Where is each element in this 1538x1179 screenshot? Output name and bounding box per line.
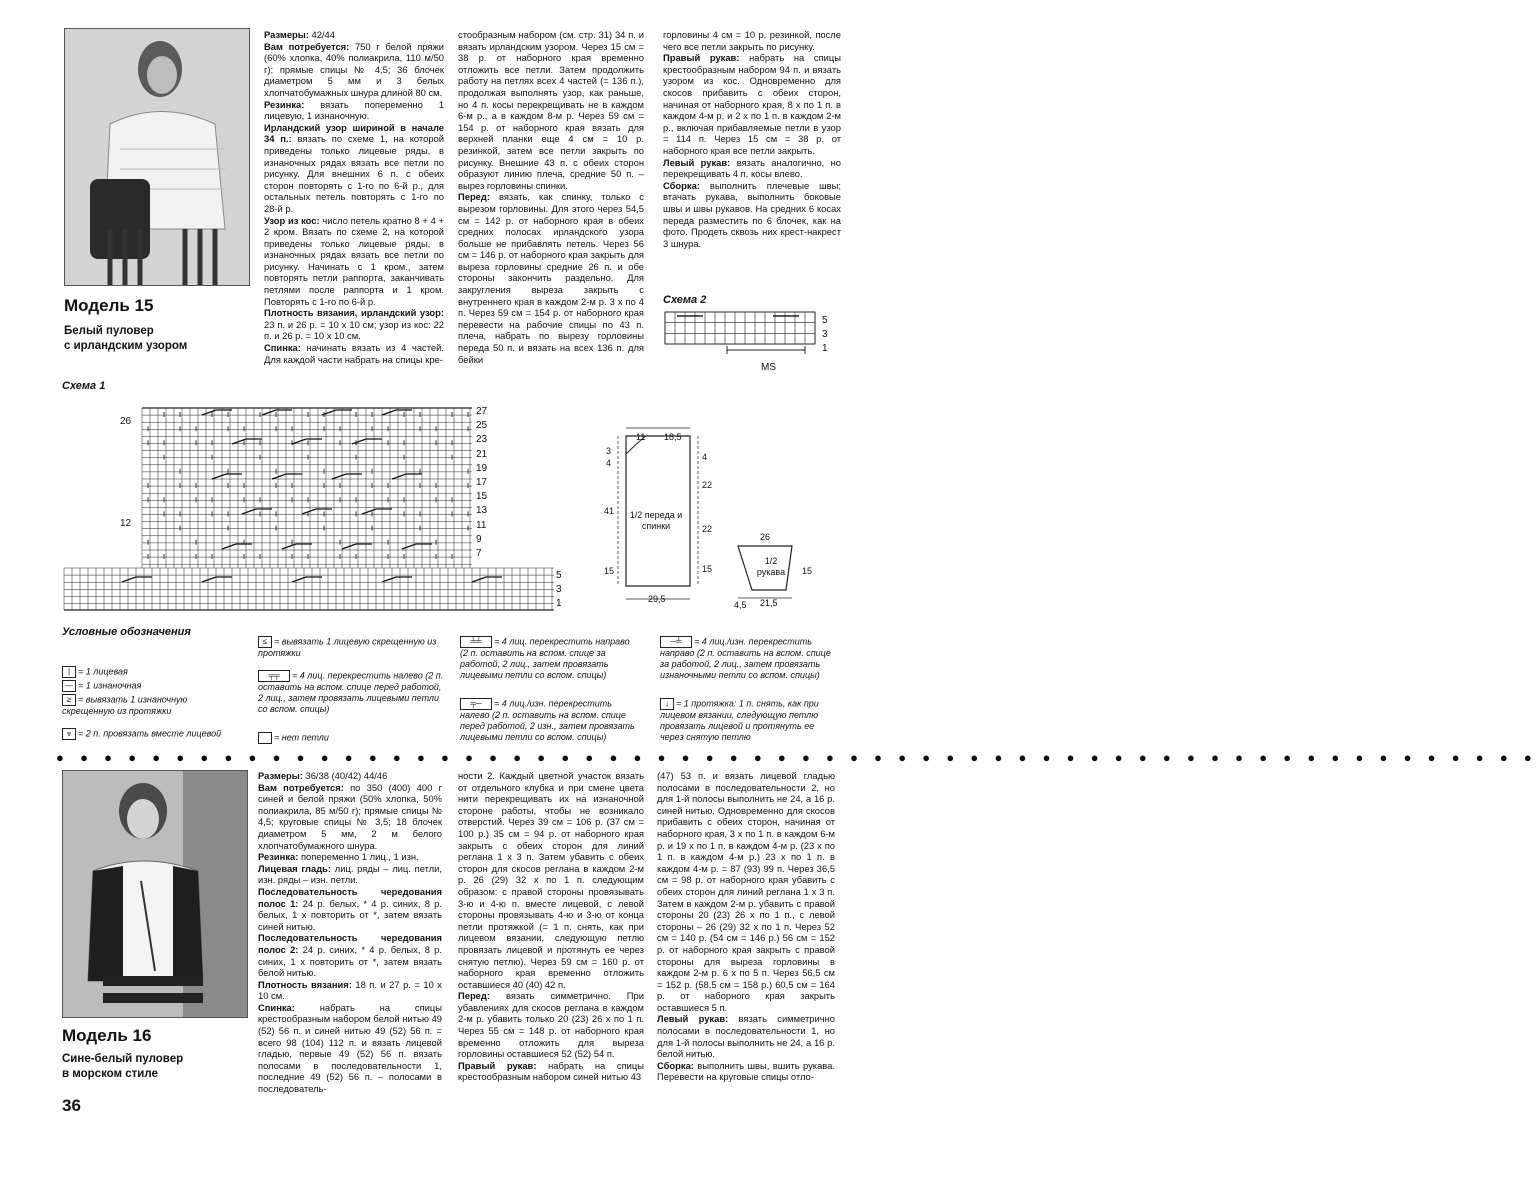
- paragraph-label: Узор из кос:: [264, 214, 320, 226]
- pattern-dim-15: 15: [604, 566, 615, 576]
- paragraph: [258, 770, 442, 782]
- legend-item: [258, 636, 448, 659]
- schema2-chart: [663, 310, 843, 370]
- model15-column-3: [663, 29, 841, 249]
- model15-subtitle: [64, 324, 187, 354]
- paragraph-text: набрать на спицы крестообразным набором синей нитью 43: [458, 1059, 644, 1083]
- paragraph-text: набрать на спицы крестообразным набором белой нитью 49 (52) 56 п. и синей нитью 49 (52) 56 п. = всего 98 (104) 112 п. и вязать лицевой гладью, первые 49 (52) 56 п. вязать полосами в последовательности 1, последние 49 (52) 56 п. – полосами в последователь-: [258, 1001, 442, 1095]
- paragraph-text: 36/38 (40/42) 44/46: [302, 770, 388, 781]
- paragraph: [458, 770, 644, 990]
- schema1-row-label: 23: [476, 434, 488, 446]
- schema1-left-row-12: 12: [120, 518, 132, 529]
- paragraph-label: Последовательность чередования полос 2:: [258, 932, 442, 955]
- paragraph-text: выполнить швы, вшить рукава. Перевести на круговые спицы отло-: [657, 1059, 835, 1083]
- schema2-title: Схема 2: [663, 294, 707, 306]
- paragraph-text: 24 р. белых, * 4 р. синих, 8 р. белых, 1 х повторить от *, затем вязать синей нитью.: [258, 897, 442, 932]
- model15-subtitle-line1: Белый пуловер: [64, 325, 154, 337]
- paragraph-text: выполнить плечевые швы; втачать рукава, выполнить боковые швы и швы рукавов. На средних 6 косах переда разместить по 6 блочек, как на фото. Продеть сквозь них крест-накрест 3 шнура.: [663, 179, 841, 249]
- paragraph: [258, 1002, 442, 1095]
- paragraph: [663, 157, 841, 180]
- model15-photo: [64, 28, 250, 286]
- paragraph-text: вязать по схеме 1, на которой приведены только лицевые ряды, в изнаночных рядах вязать все петли по рисунку. Для внешних 6 п. с обеих сторон повторять с 1-го по 6-й р., для остальных петель повторять с 1-го по 28-й р.: [264, 133, 444, 214]
- paragraph: [264, 99, 444, 122]
- pattern-dim-41: 41: [604, 506, 615, 516]
- paragraph-text: вязать симметрично полосами в последовательности 1, но для 1-й полосы выполнить не 24, а 16 р. белой нитью.: [657, 1013, 835, 1060]
- legend-text: = 4 лиц. перекрестить направо (2 п. оставить на вспом. спице за работой, 2 лиц., затем провязать лицевыми петли со вспом. спицы): [460, 636, 630, 680]
- legend-symbol-icon: [258, 732, 272, 744]
- schema2-row-3: 3: [822, 329, 828, 340]
- model16-subtitle-line1: Сине-белый пуловер: [62, 1053, 184, 1065]
- paragraph-label: Правый рукав:: [458, 1059, 537, 1071]
- legend-text: = 4 лиц. перекрестить налево (2 п. оставить на вспом. спице перед работой, 2 лиц., затем провязать лицевыми петли со вспом. спицы): [258, 670, 444, 714]
- legend-symbol-icon: ╤─: [460, 698, 492, 710]
- legend-item: [258, 732, 448, 744]
- pattern-dim-left-b: 4: [606, 458, 612, 468]
- schema1-row-label: 25: [476, 420, 488, 432]
- paragraph-label: Сборка:: [657, 1059, 694, 1071]
- pattern-dim-top-b: 18,5: [664, 432, 682, 442]
- paragraph-text: вязать аналогично, но перекрещивать 4 п. косы влево.: [663, 156, 841, 180]
- paragraph-text: горловины 4 см = 10 р. резинкой, после чего все петли закрыть по рисунку.: [663, 29, 841, 52]
- legend-symbol-icon: |: [62, 666, 76, 678]
- schema1-row-label: 17: [476, 477, 488, 488]
- paragraph-label: Плотность вязания, ирландский узор:: [264, 307, 444, 319]
- schema1-row-label: 7: [476, 548, 482, 559]
- sleeve-dim-bottom: 21,5: [760, 598, 778, 608]
- legend-title: Условные обозначения: [62, 626, 191, 638]
- schema1-row-label: 3: [556, 584, 562, 596]
- legend-symbol-icon: —: [62, 680, 76, 692]
- paragraph-text: число петель кратно 8 + 4 + 2 кром. Вязать по схеме 2, на которой приведены только лицевые ряды, в изнаночных рядах вязать все петли по рисунку. Начинать с 1 кром., затем повторять петли раппорта, заканчивать петлями после раппорта и 1 кром. Повторять с 1-го по 6-й р.: [264, 214, 445, 307]
- schema1-left-row-26: 26: [120, 416, 132, 427]
- sleeve-dim-offset: 4,5: [734, 600, 747, 610]
- paragraph-label: Последовательность чередования полос 1:: [258, 885, 442, 909]
- sleeve-label: 1/2 рукава: [756, 556, 786, 577]
- sleeve-dim-top: 26: [760, 532, 771, 542]
- paragraph-text: стообразным набором (см. стр. 31) 34 п. и вязать ирландским узором. Через 15 см = 38 р. от наборного края временно отложить все петли. Затем продолжить работу на петлях всех 4 частей (= 136 п.), продолжая выполнять узор, как раньше, но 4 п. косы перекрещивать не в каждом 6-м р., а в каждом 8-м р. Через 59 см = 154 р. от наборного края вязать для верхней планки еще 4 см = 10 р. резинкой, затем все петли закрыть по рисунку. Внешние 43 п. с обеих сторон образуют линию плеча, средние 50 п. – вырез горловины спинки.: [458, 29, 644, 191]
- schema1-row-label: 5: [556, 570, 562, 581]
- model16-subtitle-line2: в морском стиле: [62, 1068, 158, 1080]
- pattern-dim-top-a: 11: [636, 432, 646, 442]
- paragraph-text: лиц. ряды – лиц. петли, изн. ряды – изн. петли.: [258, 862, 442, 886]
- legend-text: = 1 изнаночная: [78, 680, 142, 691]
- legend: [62, 626, 842, 756]
- paragraph: [458, 990, 644, 1060]
- legend-text: = вывязать 1 изнаночную скрещенную из протяжки: [62, 694, 188, 716]
- schema1-row-label: 21: [476, 448, 488, 460]
- separator-dots: ● ● ● ● ● ● ● ● ● ● ● ● ● ● ● ● ● ● ● ● ● ● ● ● ● ● ● ● ● ● ● ● ● ● ● ● ● ● ● ● ● ● ● ● ● ● ● ● ● ● ● ● ● ● ● ● ● ● ● ● ● ●: [56, 750, 1538, 765]
- legend-text: = 1 лицевая: [78, 666, 128, 677]
- paragraph: [258, 863, 442, 886]
- paragraph-text: набрать на спицы крестообразным набором 94 п. и вязать узором из кос. Одновременно для скосов прибавить с обеих сторон, начиная от наборного края, 8 х по 1 п. в каждом 4-м р. и 2 х по 1 п. в каждом 2-м р., включая прибавляемые петли в узор = 114 п. Через 15 см = 38 р. от наборного края все петли закрыть.: [663, 52, 841, 156]
- legend-text: = 4 лиц./изн. перекрестить налево (2 п. оставить на вспом. спице перед работой, 2 изн., затем провязать лицевыми петли со вспом. спицы): [460, 698, 635, 742]
- paragraph-label: Спинка:: [258, 1001, 295, 1013]
- model15-title: Модель 15: [64, 296, 154, 315]
- legend-symbol-icon: ≥: [62, 694, 76, 706]
- legend-item: [62, 694, 232, 717]
- legend-item: [660, 698, 840, 743]
- schema1-row-label: 11: [476, 519, 487, 531]
- paragraph-label: Ирландский узор шириной в начале 34 п.:: [264, 121, 444, 145]
- legend-item: [258, 670, 448, 715]
- paragraph-text: ности 2. Каждый цветной участок вязать от отдельного клубка и при смене цвета нити перекрещивать их на изнаночной стороне работы, чтобы не возникало отверстий. Через 39 см = 106 р. (37 см = 100 р.) 35 см = 94 р. от наборного края закрыть с обеих сторон для линий реглана 1 х 3 п. Затем убавить с обеих сторон для скосов реглана в каждом 2-м р. 26 (29) 32 х по 1 п. следующим образом: с правой стороны провязывать 3-ю и 4-ю п. вместе лицевой, с левой стороны провязывать 4-ю и 3-ю от конца петли протяжкой (= 1 п. снять, как при лицевом вязании, следующую петлю провязать лицевой и протянуть ее через снятую петлю). Через 59 см = 160 р. от наборного края временно отложить оставшиеся 40 (40) 42 п.: [458, 770, 644, 990]
- paragraph: [264, 41, 444, 99]
- paragraph-label: Левый рукав:: [657, 1013, 729, 1025]
- model16-subtitle: [62, 1052, 183, 1082]
- pattern-dim-22b: 22: [702, 524, 713, 534]
- paragraph-text: 750 г белой пряжи (60% хлопка, 40% полиакрила, 110 м/50 г); прямые спицы № 4,5; 36 блочек диаметром 5 мм и 3 белых хлопчатобумажных шнура длиной 80 см.: [264, 40, 444, 98]
- paragraph-text: 23 п. и 26 р. = 10 х 10 см; узор из кос: 22 п. и 26 р. = 10 х 10 см.: [264, 318, 444, 342]
- paragraph: [258, 851, 442, 863]
- pattern-dim-left-a: 3: [606, 446, 612, 456]
- schema2-ms-label: MS: [758, 362, 779, 373]
- paragraph-label: Правый рукав:: [663, 52, 740, 64]
- legend-symbol-icon: ╧╧: [460, 636, 492, 648]
- paragraph: [258, 932, 442, 978]
- paragraph: [663, 180, 841, 250]
- model16-column-2: [458, 770, 644, 1083]
- model16-column-1: [258, 770, 442, 1095]
- legend-text: = 4 лиц./изн. перекрестить направо (2 п. оставить на вспом. спице за работой, 2 лиц., затем провязать изнаночными петли со вспом. спицы): [660, 636, 831, 680]
- pattern-dim-15-right: 15: [702, 564, 713, 574]
- paragraph-text: 18 п. и 27 р. = 10 х 10 см.: [258, 978, 442, 1002]
- legend-item: [460, 698, 640, 743]
- model16-column-3: [657, 770, 835, 1083]
- legend-text: = вывязать 1 лицевую скрещенную из протяжки: [258, 636, 437, 658]
- schema1-row-label: 9: [476, 533, 482, 545]
- pattern-dim-22a: 22: [702, 480, 713, 490]
- legend-item: [660, 636, 840, 681]
- paragraph-label: Перед:: [458, 990, 490, 1002]
- legend-symbol-icon: ─╧: [660, 636, 692, 648]
- paragraph-label: Вам потребуется:: [264, 40, 350, 52]
- model16-title: Модель 16: [62, 1026, 152, 1045]
- paragraph-label: Левый рукав:: [663, 156, 731, 168]
- paragraph: [458, 29, 644, 191]
- legend-item: [62, 680, 222, 692]
- sleeve-dim-height: 15: [802, 566, 813, 576]
- schema1-row-label: 19: [476, 462, 488, 474]
- paragraph-text: по 350 (400) 400 г синей и белой пряжи (50% хлопка, 50% полиакрила, 85 м/50 г); прямые спицы № 4,5; круговые спицы № 3,5; 18 блочек диаметром 5 мм, 2 м белого хлопчатобумажного шнура.: [258, 781, 442, 851]
- paragraph-text: вязать попеременно 1 лицевую, 1 изнаночную.: [264, 98, 444, 122]
- paragraph-text: начинать вязать из 4 частей. Для каждой части набрать на спицы кре-: [264, 342, 444, 365]
- model15-column-2: [458, 29, 644, 365]
- paragraph: [264, 215, 444, 308]
- paragraph-label: Перед:: [458, 191, 490, 203]
- paragraph-label: Лицевая гладь:: [258, 862, 332, 874]
- paragraph: [657, 1060, 835, 1083]
- legend-item: [62, 666, 222, 678]
- pattern-label: 1/2 переда и спинки: [629, 510, 683, 531]
- paragraph-text: (47) 53 п. и вязать лицевой гладью полосами в последовательности 2, но для 1-й полосы выполнить не 24, а 16 р. синей нитью. Одновременно для скосов прибавить с обеих сторон, начиная от наборного края, 3 х по 1 п. в каждом 6-м р. и 19 х по 1 п. в каждом 4-м р. (23 х по 1 п. в каждом 4-м р.) 23 х по 1 п. в каждом 4-м р. = 87 (93) 99 п. Через 36,5 см = 98 р. от наборного края убавить с обеих сторон для линий реглана 1 х 3 п. Затем в каждом 2-м р. убавить с правой стороны 20 (23) 26 х по 1 п., с левой стороны – 26 (29) 32 х по 1 п. Через 52 см = 140 р. (54 см = 146 р.) 56 см = 152 р. от наборного края закрыть с правой стороны для выреза горловины в каждом 2-м р. 6 х по 5 п. Через 56,5 см = 152 р. (58,5 см = 158 р.) 60,5 см = 164 р. от наборного края закрыть оставшиеся 5 п.: [657, 770, 835, 1013]
- schema1-row-label: 15: [476, 491, 488, 503]
- legend-symbol-icon: ⩔: [62, 728, 76, 740]
- legend-text: = 2 п. провязать вместе лицевой: [78, 728, 222, 739]
- paragraph-text: 24 р. синих, * 4 р. белых, 8 р. синих, 1 х повторить от *, затем вязать белой нитью.: [258, 943, 442, 979]
- legend-text: = 1 протяжка: 1 п. снять, как при лицевом вязании, следующую петлю провязать лицевой и протянуть ее через снятую петлю: [660, 698, 819, 742]
- schema1-title: Схема 1: [62, 380, 106, 392]
- paragraph-text: попеременно 1 лиц., 1 изн.: [298, 851, 419, 863]
- pattern-dim-width: 29,5: [648, 594, 666, 604]
- legend-symbol-icon: ╤╤: [258, 670, 290, 682]
- schema1-row-label: 27: [476, 406, 488, 417]
- paragraph: [663, 52, 841, 156]
- schema2-row-5: 5: [822, 315, 828, 326]
- model15-column-1: [264, 29, 444, 365]
- page-number: 36: [62, 1096, 81, 1115]
- paragraph: [458, 191, 644, 365]
- paragraph: [264, 122, 444, 215]
- paragraph: [258, 886, 442, 932]
- paragraph-text: вязать симметрично. При убавлениях для скосов реглана в каждом 2-м р. убавить только 20 (23) 26 х по 1 п. Через 55 см = 148 р. от наборного края временно отложить для выреза горловины оставшиеся 52 (52) 54 п.: [458, 990, 644, 1060]
- paragraph: [657, 1013, 835, 1059]
- schema1-row-label: 1: [556, 598, 562, 610]
- paragraph: [657, 770, 835, 1013]
- legend-item: [62, 728, 232, 740]
- paragraph-label: Резинка:: [258, 851, 299, 863]
- legend-item: [460, 636, 640, 681]
- paragraph-label: Вам потребуется:: [258, 781, 344, 793]
- paragraph-text: вязать, как спинку, только с вырезом горловины. Для этого через 54,5 см = 142 р. от наборного края в обеих средних полосах ирландского узора больше не прибавлять петель. Через 56 см = 146 р. от наборного края закрыть для выреза горловины средние 26 п. и обе стороны закончить раздельно. Для закругления выреза закрыть с внутреннего края в каждом 2-м р. 3 х по 4 п. Через 59 см = 154 р. от наборного края перевести на рабочие спицы по 43 п. плеча, набрать по вырезу горловины переда 50 п. и вязать на всех 136 п. для бейки: [458, 191, 644, 365]
- model15-subtitle-line2: с ирландским узором: [64, 340, 188, 352]
- pattern-dim-right-a: 4: [702, 452, 708, 462]
- legend-symbol-icon: ↓: [660, 698, 674, 710]
- paragraph: [258, 782, 442, 852]
- paragraph-label: Спинка:: [264, 342, 301, 354]
- paragraph: [258, 979, 442, 1002]
- paragraph: [458, 1060, 644, 1083]
- paragraph-label: Размеры:: [258, 770, 303, 781]
- paragraph: [264, 29, 444, 41]
- paragraph-label: Плотность вязания:: [258, 978, 352, 990]
- model16-photo: [62, 770, 248, 1018]
- legend-text: = нет петли: [274, 732, 329, 743]
- schema2-row-1: 1: [822, 343, 828, 354]
- paragraph-label: Размеры:: [264, 29, 309, 40]
- schema1-row-labels: [476, 404, 562, 616]
- paragraph-text: 42/44: [308, 29, 335, 40]
- paragraph-label: Резинка:: [264, 98, 305, 110]
- paragraph-label: Сборка:: [663, 179, 700, 191]
- legend-symbol-icon: ≤: [258, 636, 272, 648]
- paragraph: [663, 29, 841, 52]
- schema1-row-label: 13: [476, 505, 488, 517]
- paragraph: [264, 342, 444, 365]
- paragraph: [264, 307, 444, 342]
